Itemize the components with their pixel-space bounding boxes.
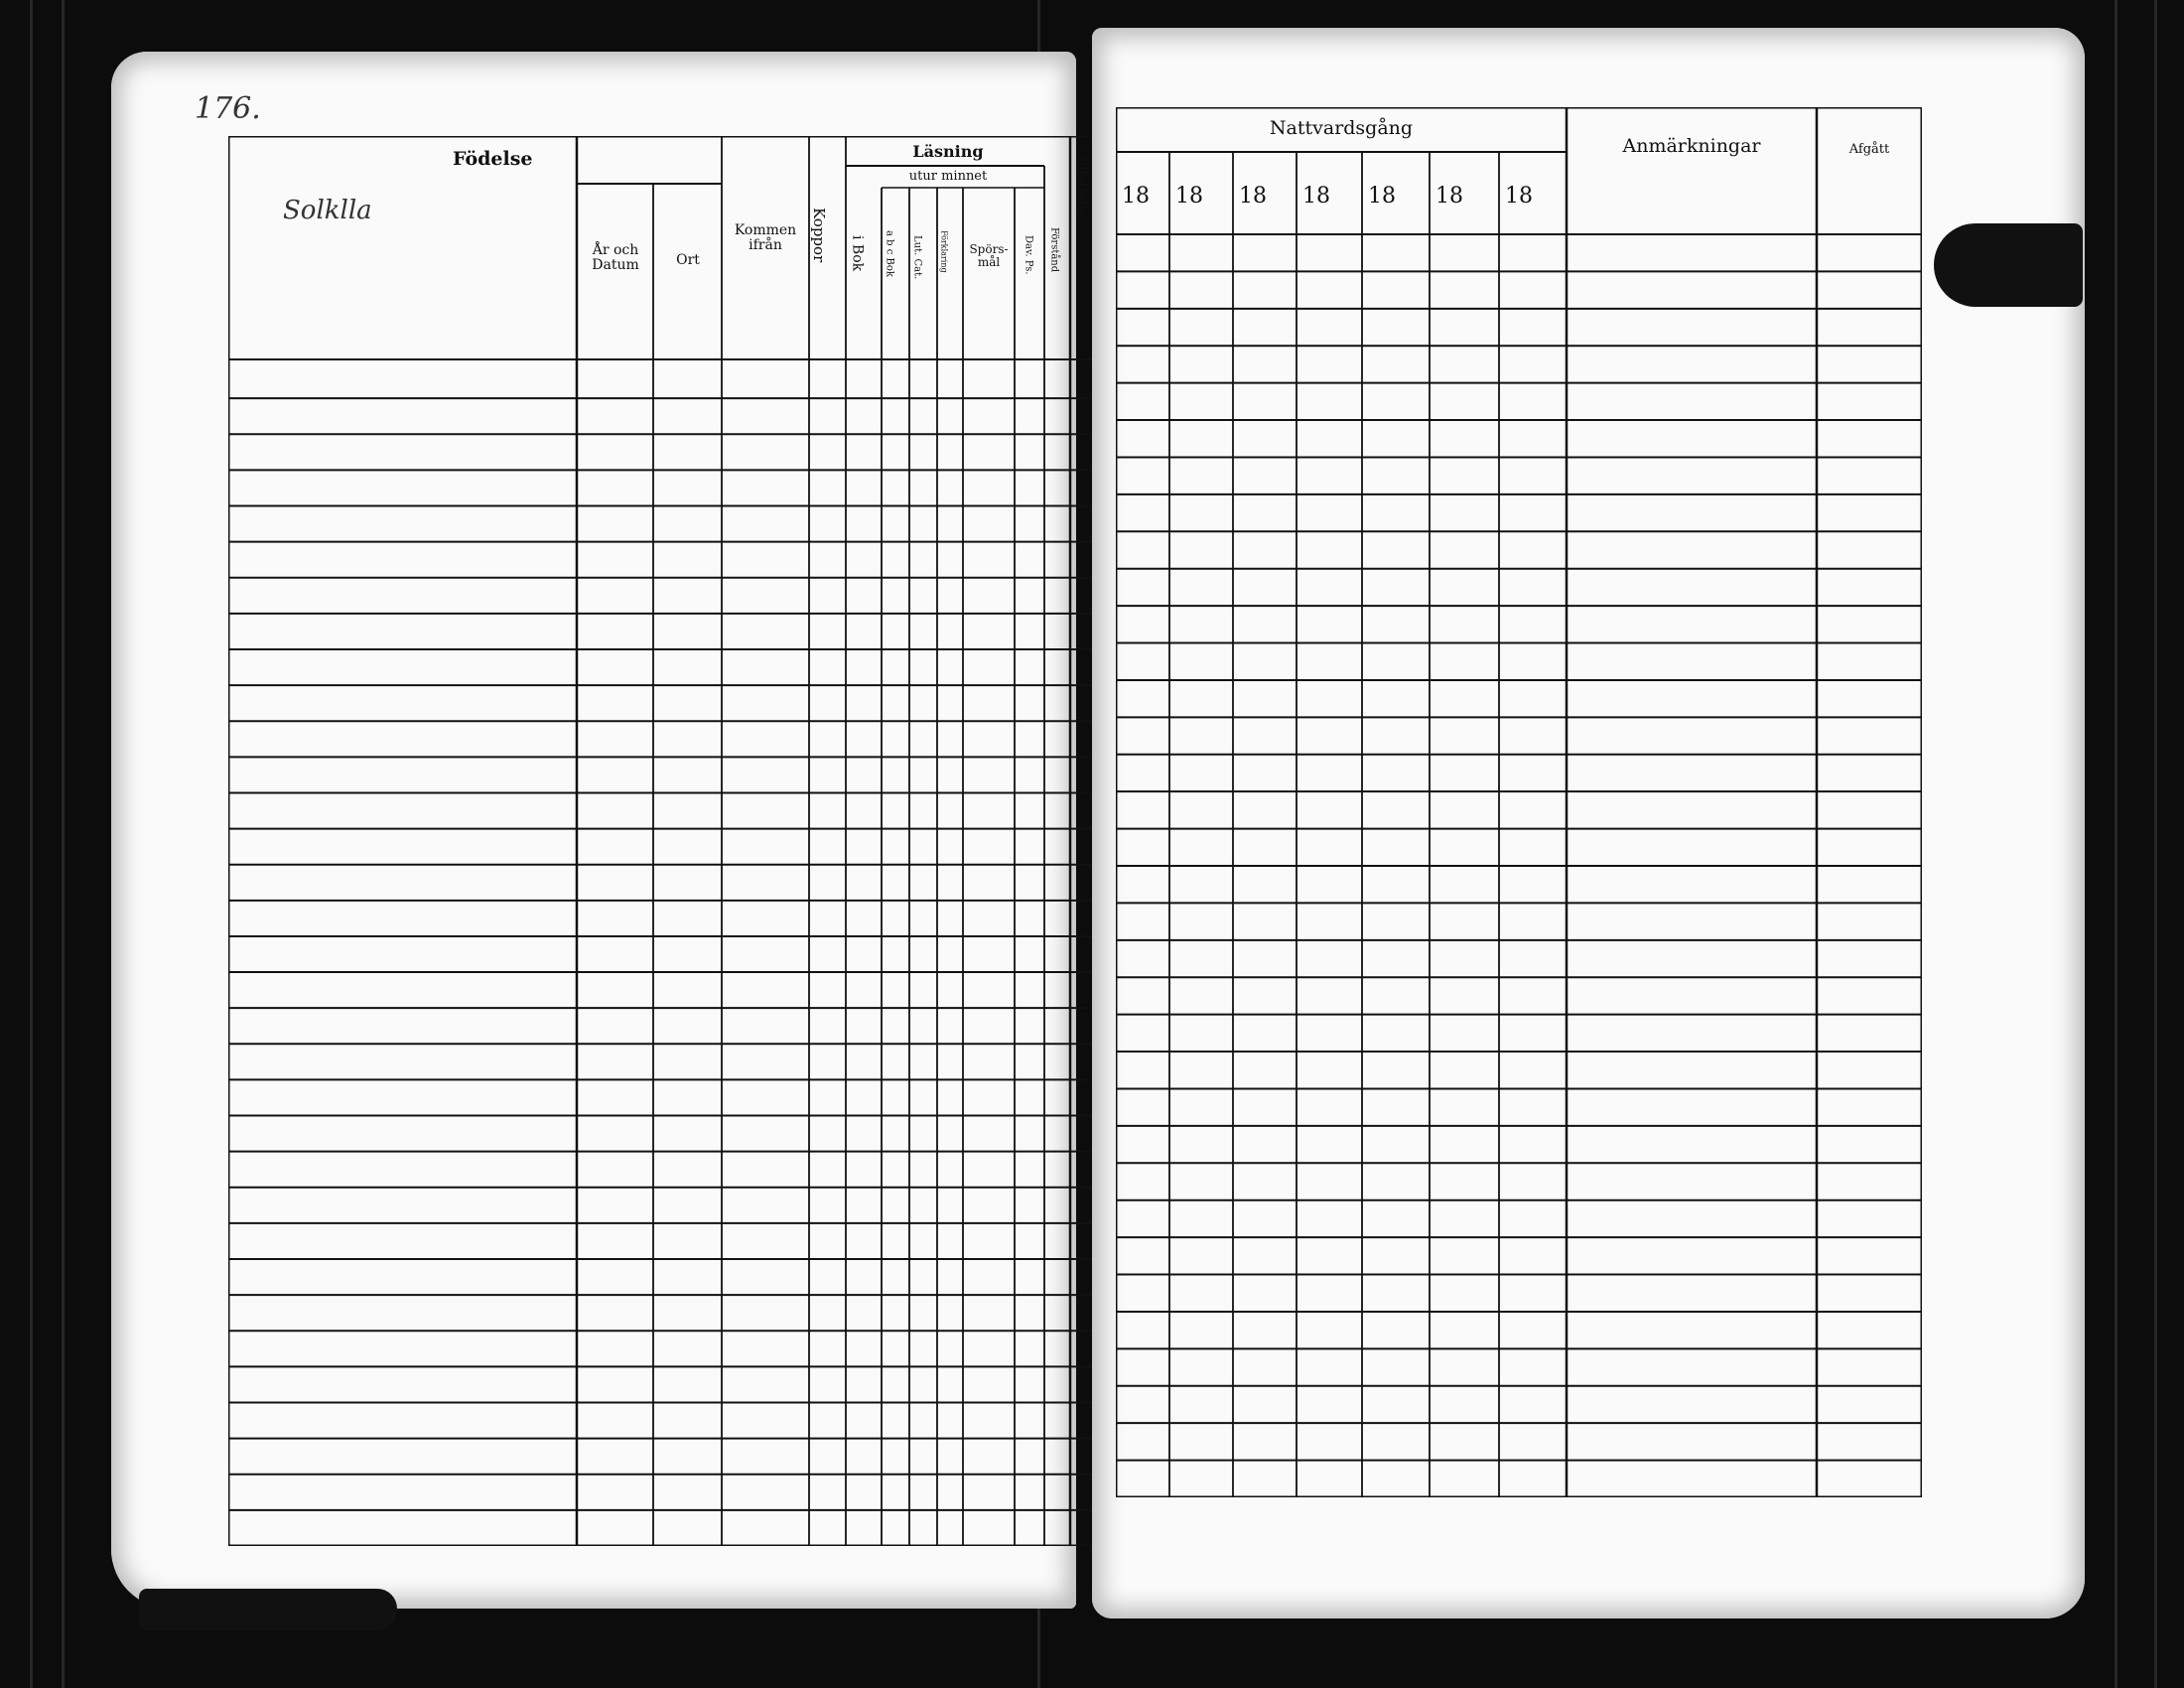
header-year-cell: 18	[1435, 184, 1463, 209]
left-register-table	[228, 136, 1128, 1546]
header-lut-cat: Lut. Cat.	[911, 235, 923, 280]
header-dav-ps: Dav. Ps.	[1023, 235, 1034, 275]
page-number: 176.	[195, 91, 261, 126]
header-year-cell: 18	[1175, 184, 1203, 209]
right-register-table	[1116, 107, 1922, 1497]
header-year-cell: 18	[1239, 184, 1267, 209]
header-lasning: Läsning	[912, 142, 984, 161]
header-kommen-ifran: Kommen ifrån	[734, 222, 797, 253]
header-koppor: Koppor	[809, 208, 828, 263]
header-afgatt: Afgått	[1848, 142, 1890, 157]
header-year-cell: 18	[1505, 184, 1533, 209]
header-forklaring: Förklaring	[939, 230, 949, 273]
left-table-grid	[228, 136, 1128, 1546]
header-abc-bok: a b c Bok	[884, 230, 895, 277]
header-anmarkningar: Anmärkningar	[1622, 135, 1761, 157]
scan-tab-shadow	[1934, 223, 2083, 307]
header-sporsmal: Spörs- mål	[969, 242, 1009, 269]
header-year-cell: 18	[1368, 184, 1396, 209]
right-table-grid	[1116, 107, 1922, 1497]
header-fodelse: Födelse	[453, 148, 533, 170]
header-i-bok: i Bok	[849, 235, 866, 272]
header-utur-minnet: utur minnet	[908, 169, 988, 184]
header-forstand: Förstånd	[1048, 227, 1060, 273]
header-ar-och-datum: År och Datum	[592, 242, 639, 273]
handwritten-name: Solklla	[283, 196, 372, 225]
header-vid-lasforhor: tillstädes	[1073, 156, 1090, 220]
header-nattvardsgang: Nattvardsgång	[1269, 117, 1414, 139]
header-ort: Ort	[676, 252, 700, 268]
header-year-cell: 18	[1302, 184, 1330, 209]
scan-smear	[139, 1589, 397, 1630]
left-page	[111, 52, 1090, 1609]
header-year-cell: 18	[1122, 184, 1150, 209]
